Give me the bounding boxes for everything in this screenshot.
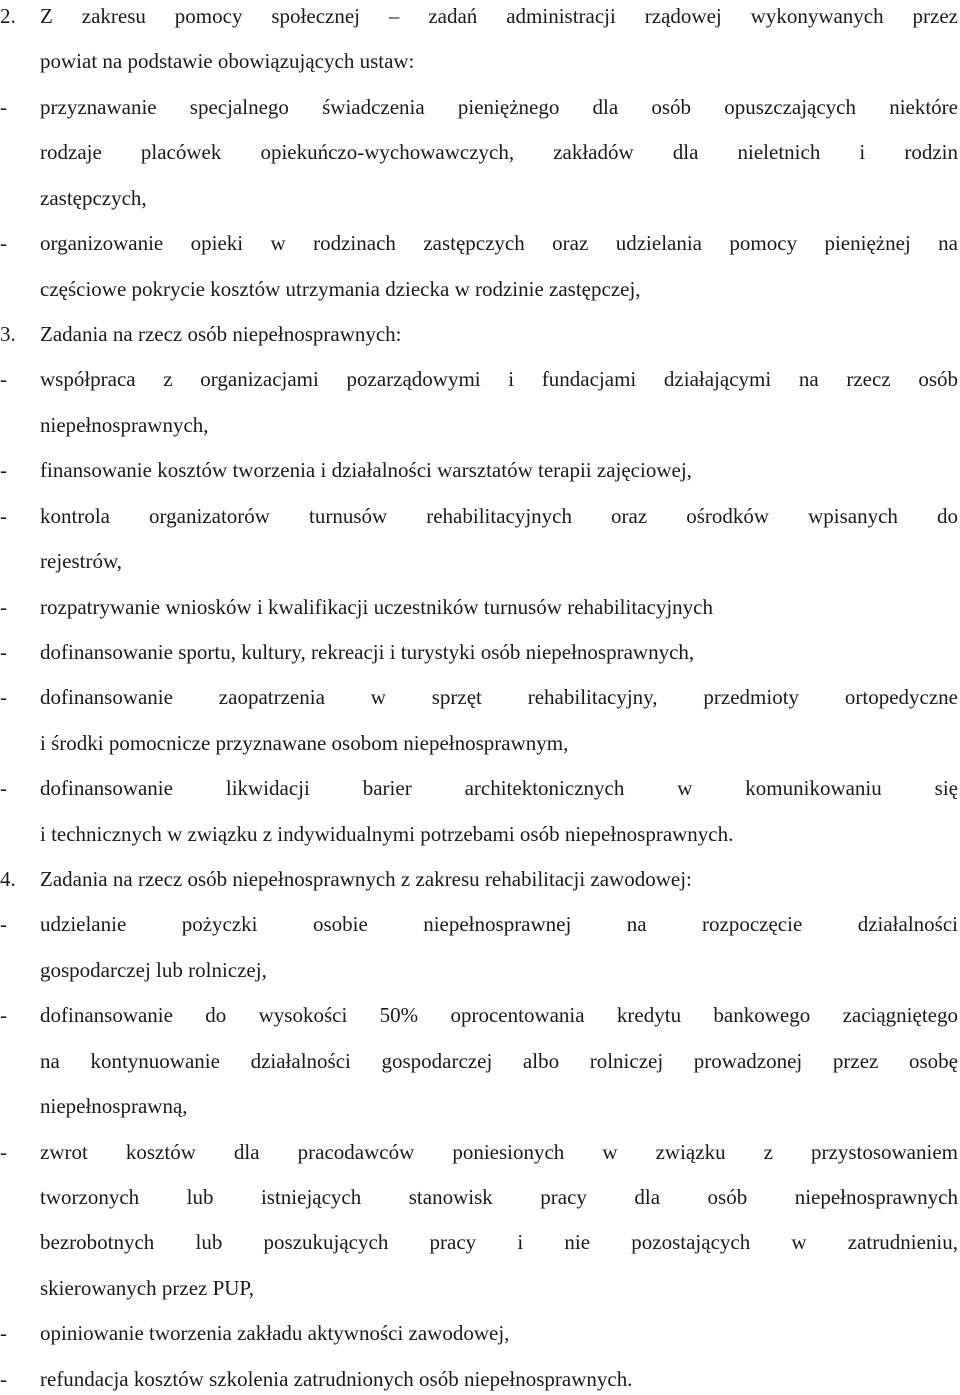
continuation-line <box>0 139 960 179</box>
line-text: Zadania na rzecz osób niepełnosprawnych z zakresu rehabilitacji zawodowej: <box>40 867 692 891</box>
line-text: organizowanie opieki w rodzinach zastępczych oraz udzielania pomocy pieniężnej na <box>40 231 958 256</box>
continuation-line <box>0 548 960 588</box>
bullet-dash: - <box>0 458 7 483</box>
bullet-dash: - <box>0 639 7 664</box>
list-item-line <box>0 3 960 43</box>
continuation-line <box>0 185 960 225</box>
continuation-line <box>0 821 960 861</box>
line-text: zwrot kosztów dla pracodawców poniesionych w związku z przystosowaniem <box>40 1139 958 1164</box>
list-item-line <box>0 911 960 951</box>
bullet-dash: - <box>0 776 7 801</box>
line-text: Z zakresu pomocy społecznej – zadań administracji rządowej wykonywanych przez <box>40 4 958 28</box>
line-text: rodzaje placówek opiekuńczo-wychowawczych, zakładów dla nieletnich i rodzin <box>40 140 958 165</box>
line-text: rejestrów, <box>40 549 123 573</box>
line-text: częściowe pokrycie kosztów utrzymania dziecka w rodzinie zastępczej, <box>40 276 641 301</box>
list-item-line <box>0 775 960 815</box>
bullet-dash: - <box>0 1139 7 1164</box>
continuation-line <box>0 1048 960 1088</box>
line-text: rozpatrywanie wniosków i kwalifikacji uczestników turnusów rehabilitacyjnych <box>40 594 713 619</box>
line-text: powiat na podstawie obowiązujących ustaw: <box>40 49 415 74</box>
line-text: Zadania na rzecz osób niepełnosprawnych: <box>40 321 402 346</box>
continuation-line <box>0 48 960 88</box>
bullet-dash: - <box>0 503 7 528</box>
list-item-line <box>0 94 960 134</box>
line-text: współpraca z organizacjami pozarządowymi i fundacjami działającymi na rzecz osób <box>40 367 958 392</box>
bullet-dash: - <box>0 1321 7 1346</box>
line-text: niepełnosprawnych, <box>40 412 209 437</box>
line-text: refundacja kosztów szkolenia zatrudnionych osób niepełnosprawnych. <box>40 1366 633 1391</box>
bullet-dash: - <box>0 1366 7 1391</box>
line-text: dofinansowanie do wysokości 50% oprocentowania kredytu bankowego zaciągniętego <box>40 1003 958 1028</box>
list-item-line <box>0 321 960 361</box>
bullet-dash: - <box>0 94 7 119</box>
list-item-line <box>0 1139 960 1179</box>
bullet-dash: - <box>0 912 7 937</box>
bullet-dash: - <box>0 367 7 392</box>
continuation-line <box>0 1093 960 1133</box>
line-text: zastępczych, <box>40 185 147 210</box>
list-item-line <box>0 639 960 679</box>
continuation-line <box>0 957 960 997</box>
bullet-dash: - <box>0 685 7 710</box>
line-text: tworzonych lub istniejących stanowisk pracy dla osób niepełnosprawnych <box>40 1184 958 1209</box>
list-item-line <box>0 366 960 406</box>
list-marker: 2. <box>0 4 16 28</box>
bullet-dash: - <box>0 594 7 619</box>
list-marker: 3. <box>0 321 16 346</box>
continuation-line <box>0 412 960 452</box>
line-text: na kontynuowanie działalności gospodarczej albo rolniczej prowadzonej przez osobę <box>40 1048 958 1073</box>
line-text: dofinansowanie zaopatrzenia w sprzęt rehabilitacyjny, przedmioty ortopedyczne <box>40 685 958 710</box>
line-text: gospodarczej lub rolniczej, <box>40 957 267 982</box>
line-text: skierowanych przez PUP, <box>40 1275 255 1300</box>
line-text: i środki pomocnicze przyznawane osobom niepełnosprawnym, <box>40 730 569 755</box>
list-item-line <box>0 503 960 543</box>
line-text: przyznawanie specjalnego świadczenia pieniężnego dla osób opuszczających niektóre <box>40 94 958 119</box>
line-text: i technicznych w związku z indywidualnymi potrzebami osób niepełnosprawnych. <box>40 821 734 846</box>
list-marker: 4. <box>0 867 16 891</box>
continuation-line <box>0 730 960 770</box>
list-item-line <box>0 866 960 906</box>
line-text: finansowanie kosztów tworzenia i działalności warsztatów terapii zajęciowej, <box>40 458 692 483</box>
continuation-line <box>0 276 960 316</box>
continuation-line <box>0 1275 960 1315</box>
line-text: dofinansowanie sportu, kultury, rekreacji i turystyki osób niepełnosprawnych, <box>40 639 695 664</box>
line-text: udzielanie pożyczki osobie niepełnosprawnej na rozpoczęcie działalności <box>40 912 958 937</box>
line-text: kontrola organizatorów turnusów rehabilitacyjnych oraz ośrodków wpisanych do <box>40 503 958 528</box>
bullet-dash: - <box>0 1003 7 1028</box>
list-item-line <box>0 1366 960 1395</box>
line-text: niepełnosprawną, <box>40 1094 188 1119</box>
line-text: opiniowanie tworzenia zakładu aktywności zawodowej, <box>40 1321 510 1346</box>
line-text: dofinansowanie likwidacji barier architektonicznych w komunikowaniu się <box>40 776 958 801</box>
list-item-line <box>0 594 960 634</box>
list-item-line <box>0 1320 960 1360</box>
continuation-line <box>0 1184 960 1224</box>
list-item-line <box>0 684 960 724</box>
continuation-line <box>0 1229 960 1269</box>
line-text: bezrobotnych lub poszukujących pracy i nie pozostających w zatrudnieniu, <box>40 1230 958 1255</box>
list-item-line <box>0 230 960 270</box>
list-item-line <box>0 1002 960 1042</box>
bullet-dash: - <box>0 231 7 256</box>
list-item-line <box>0 457 960 497</box>
